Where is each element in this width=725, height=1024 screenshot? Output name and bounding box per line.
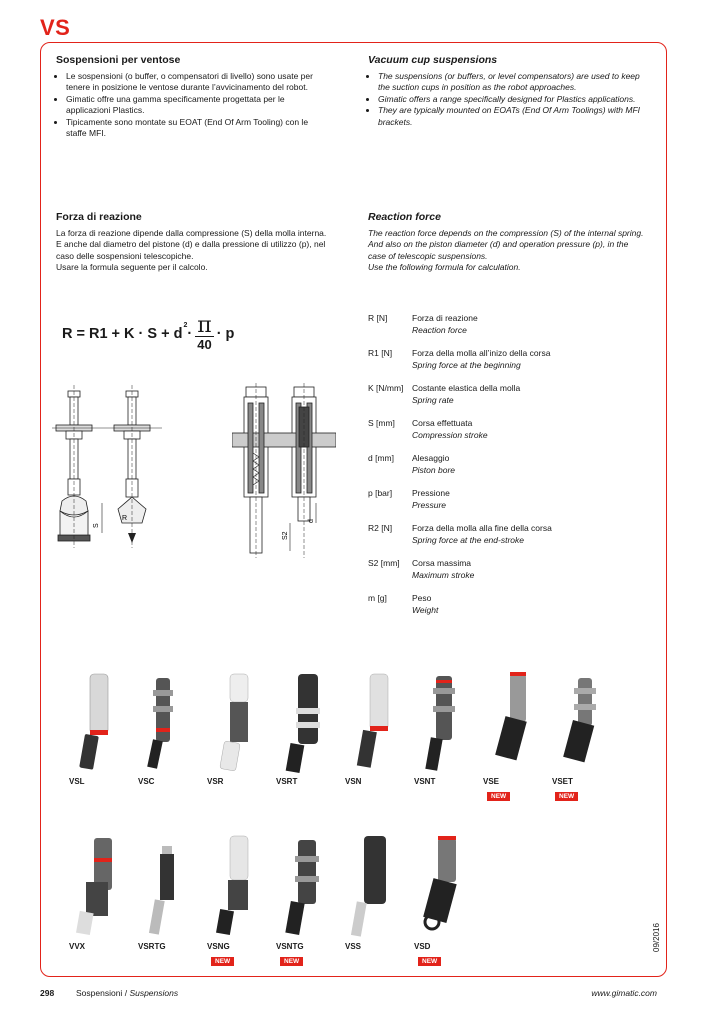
- legend-en: Piston bore: [412, 464, 455, 475]
- legend-en: Spring force at the beginning: [412, 359, 521, 370]
- legend-row: [368, 383, 552, 418]
- suspension-section-diagram: [232, 383, 336, 558]
- product-image-vsrt: [286, 674, 320, 773]
- legend-row: [368, 418, 552, 453]
- reaction-text-en: The reaction force depends on the compression (S) of the internal spring. And also on the piston diameter (d) and operation pressure (p), in the case of telescopic suspensions.: [368, 227, 644, 261]
- product-label-vsn: VSN: [345, 777, 362, 786]
- legend-row: [368, 523, 552, 558]
- product-image-vsrtg: [149, 846, 174, 935]
- product-label-vsrt: VSRT: [276, 777, 298, 786]
- formula-pi: π: [197, 313, 212, 338]
- legend-it: Costante elastica della molla: [412, 383, 521, 393]
- symbol-legend: [368, 313, 552, 628]
- product-image-vsnt: [425, 676, 455, 771]
- formula-exponent: 2: [183, 321, 188, 329]
- legend-symbol: m [g]: [368, 593, 387, 603]
- product-images-row1: [60, 668, 620, 778]
- product-image-vsd: [423, 836, 457, 929]
- print-date: 09/2016: [652, 923, 661, 952]
- suspension-diagram-left: [52, 383, 167, 553]
- bullet-it-3: • Tipicamente sono montate su EOAT (End Of Arm Tooling) con le staffe MFI.: [66, 117, 331, 140]
- legend-symbol: R2 [N]: [368, 523, 393, 533]
- legend-it: Corsa massima: [412, 558, 472, 568]
- legend-symbol: d [mm]: [368, 453, 394, 463]
- product-label-vset: VSET: [552, 777, 573, 786]
- bullet-it-2: • Gimatic offre una gamma specificamente progettata per le applicazioni Plastics.: [66, 94, 331, 117]
- footer-section: [76, 988, 178, 998]
- legend-symbol: S2 [mm]: [368, 558, 400, 568]
- product-label-vsr: VSR: [207, 777, 224, 786]
- legend-row: [368, 453, 552, 488]
- legend-en: Spring force at the end-stroke: [412, 534, 524, 545]
- reaction-it: [56, 212, 331, 274]
- product-image-vsc: [147, 678, 173, 769]
- intro-it: [56, 55, 331, 140]
- product-label-vsnt: VSNT: [414, 777, 436, 786]
- legend-en: Compression stroke: [412, 429, 488, 440]
- new-badge-vsd: NEW: [418, 957, 441, 966]
- product-image-vse: [495, 672, 527, 760]
- legend-row: [368, 558, 552, 593]
- product-label-vsl: VSL: [69, 777, 85, 786]
- product-label-vss: VSS: [345, 942, 362, 951]
- formula-dot: ·: [187, 326, 193, 342]
- reaction-text2-en: Use the following formula for calculation.: [368, 262, 521, 272]
- legend-symbol: K [N/mm]: [368, 383, 404, 393]
- reaction-en: [368, 212, 648, 274]
- diagram-label-r: R: [122, 515, 128, 522]
- product-label-vsng: VSNG: [207, 942, 230, 951]
- legend-it: Corsa effettuata: [412, 418, 473, 428]
- page-title: VS: [40, 15, 71, 40]
- legend-row: [368, 348, 552, 383]
- legend-en: Reaction force: [412, 324, 467, 335]
- product-label-vsrtg: VSRTG: [138, 942, 166, 951]
- legend-row: [368, 593, 552, 628]
- product-image-vvx: [76, 838, 112, 935]
- new-badge-vset: NEW: [555, 792, 578, 801]
- formula-denominator: 40: [197, 337, 212, 352]
- bullet-en-1: • The suspensions (or buffers, or level compensators) are used to keep the suction cups in position as the robot approaches.: [378, 71, 648, 94]
- intro-en: [368, 55, 648, 128]
- new-badge-vsntg: NEW: [280, 957, 303, 966]
- heading-reaction-en: Reaction force: [368, 211, 441, 223]
- product-image-vsr: [220, 674, 248, 771]
- footer-separator: /: [124, 988, 128, 998]
- product-image-vsntg: [285, 840, 319, 935]
- product-image-vss: [351, 836, 386, 937]
- legend-en: Spring rate: [412, 394, 454, 405]
- legend-en: Weight: [412, 604, 439, 615]
- bullet-en-2: • Gimatic offers a range specifically designed for Plastics applications.: [378, 94, 648, 106]
- product-label-vsc: VSC: [138, 777, 155, 786]
- legend-symbol: R [N]: [368, 313, 388, 323]
- bullet-en-3: • They are typically mounted on EOATs (End Of Arm Toolings) with MFI brackets.: [378, 105, 648, 128]
- product-image-vsn: [357, 674, 388, 768]
- formula-fraction: [195, 313, 213, 352]
- product-label-vsd: VSD: [414, 942, 431, 951]
- legend-en: Pressure: [412, 499, 447, 510]
- product-image-vsl: [79, 674, 108, 770]
- new-badge-vsng: NEW: [211, 957, 234, 966]
- reaction-text2-it: Usare la formula seguente per il calcolo.: [56, 262, 208, 272]
- product-label-vsntg: VSNTG: [276, 942, 304, 951]
- legend-en: Maximum stroke: [412, 569, 475, 580]
- new-badge-vse: NEW: [487, 792, 510, 801]
- legend-symbol: p [bar]: [368, 488, 393, 498]
- footer-section-it: Sospensioni: [76, 988, 123, 998]
- product-image-vset: [563, 678, 596, 762]
- legend-symbol: R1 [N]: [368, 348, 393, 358]
- legend-it: Pressione: [412, 488, 450, 498]
- footer-section-en: Suspensions: [129, 988, 179, 998]
- reaction-formula: [62, 313, 235, 352]
- formula-lhs: R = R1 + K · S + d: [62, 326, 183, 342]
- legend-it: Forza di reazione: [412, 313, 478, 323]
- product-label-vse: VSE: [483, 777, 500, 786]
- legend-row: [368, 313, 552, 348]
- legend-it: Forza della molla all’inizo della corsa: [412, 348, 551, 358]
- product-images-row2: [60, 832, 480, 942]
- heading-it: Sospensioni per ventose: [56, 54, 181, 66]
- product-label-vvx: VVX: [69, 942, 86, 951]
- product-image-vsng: [216, 836, 248, 935]
- bullet-it-1: • Le sospensioni (o buffer, o compensatori di livello) sono usate per tenere in posizione le ventose durante l’avvicinamento del robot.: [66, 71, 331, 94]
- heading-en: Vacuum cup suspensions: [368, 54, 498, 66]
- footer-url[interactable]: www.gimatic.com: [591, 988, 657, 998]
- reaction-text-it: La forza di reazione dipende dalla compressione (S) della molla interna. E anche dal diametro del pistone (d) e dalla pressione di utilizzo (p), nel caso delle sospensioni telescopiche.: [56, 227, 327, 261]
- page-number: 298: [40, 988, 55, 998]
- legend-it: Peso: [412, 593, 432, 603]
- diagram-label-s: S: [93, 523, 100, 528]
- formula-tail: · p: [216, 326, 235, 342]
- legend-symbol: S [mm]: [368, 418, 395, 428]
- diagram-label-d: d: [308, 519, 315, 523]
- legend-it: Forza della molla alla fine della corsa: [412, 523, 552, 533]
- legend-row: [368, 488, 552, 523]
- legend-it: Alesaggio: [412, 453, 450, 463]
- heading-reaction-it: Forza di reazione: [56, 211, 142, 223]
- diagram-label-s2: S2: [282, 531, 289, 540]
